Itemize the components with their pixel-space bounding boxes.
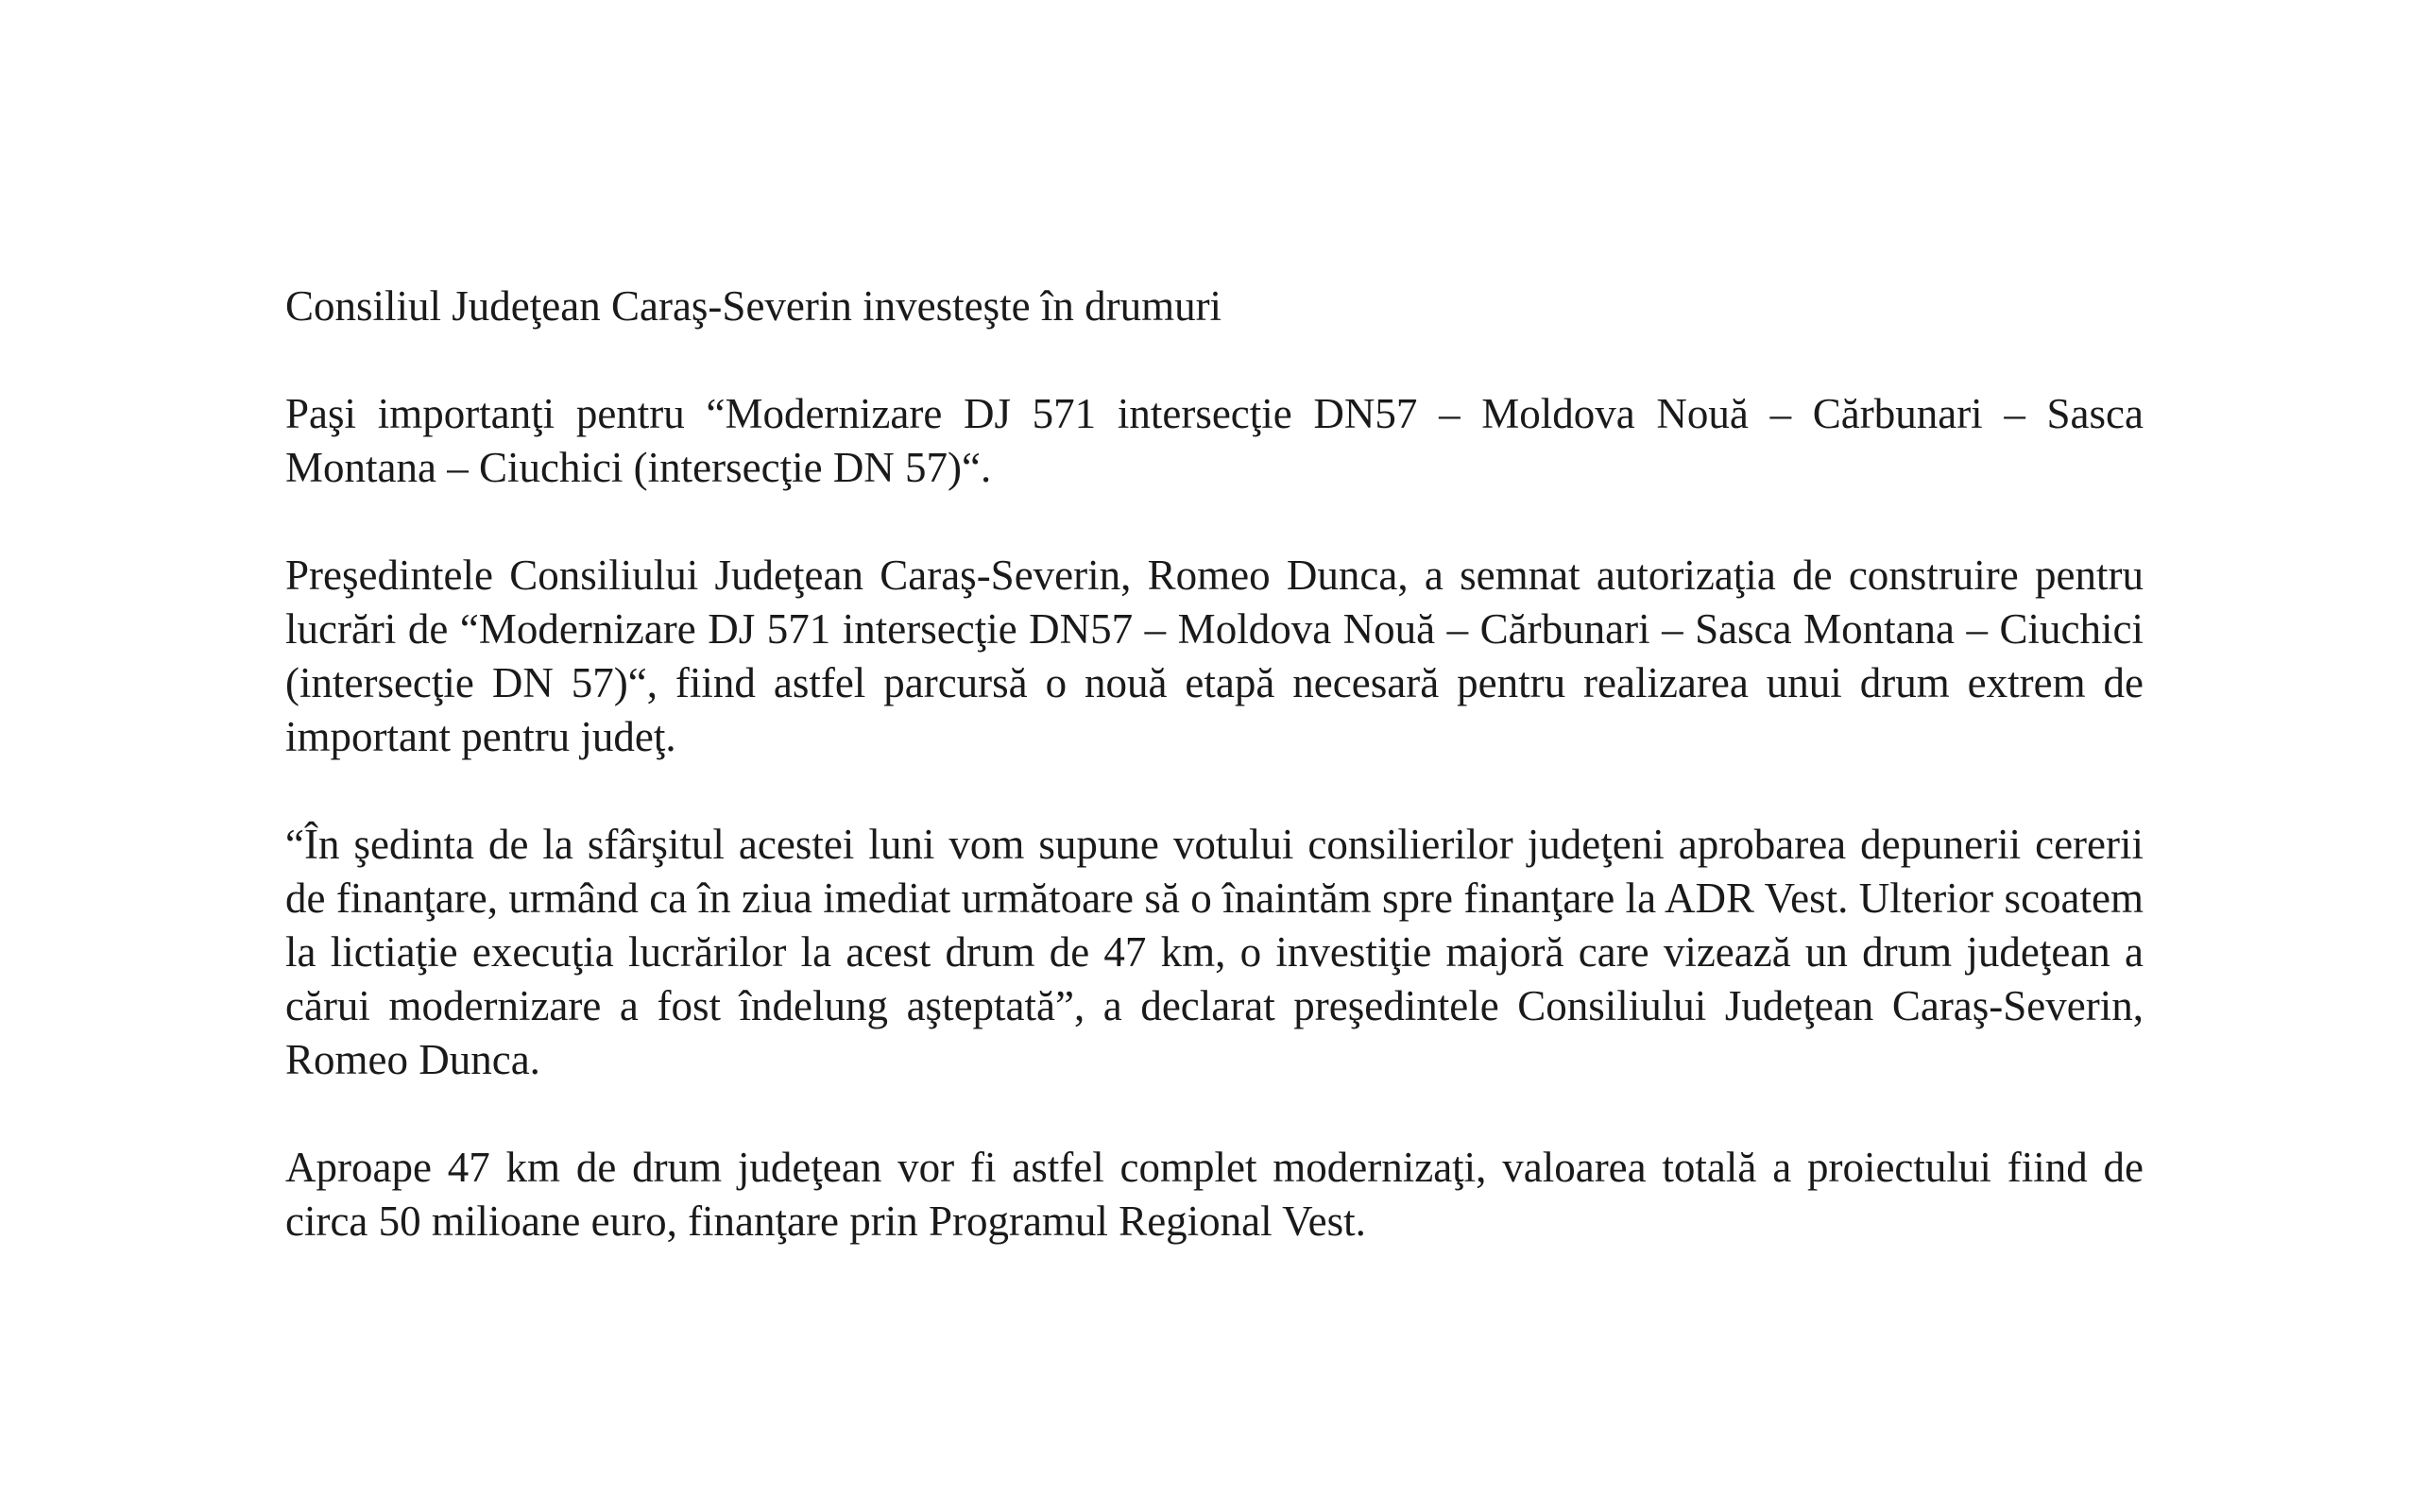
paragraph-subtitle: Paşi importanţi pentru “Modernizare DJ 571 intersecţie DN57 – Moldova Nouă – Cărbunari – Sasca Montana – Ciuchici (intersecţie DN 57)“. bbox=[285, 390, 2144, 491]
paragraph-quote: “În şedinta de la sfârşitul acestei luni vom supune votului consilierilor judeţeni aprobarea depunerii cererii de finanţare, urmând ca în ziua imediat următoare să o înaintăm spre finanţare la ADR Vest. Ulterior scoatem la lictiaţie execuţia lucrărilor la acest drum de 47 km, o investiţie majoră care vizează un drum judeţean a cărui modernizare a fost îndelung aşteptată”, a declarat preşedintele Consiliului Judeţean Caraş-Severin, Romeo Dunca. bbox=[285, 821, 2144, 1083]
paragraph-authorization: Preşedintele Consiliului Judeţean Caraş-Severin, Romeo Dunca, a semnat autorizaţia de construire pentru lucrări de “Modernizare DJ 571 intersecţie DN57 – Moldova Nouă – Cărbunari – Sasca Montana – Ciuchici (intersecţie DN 57)“, fiind astfel parcursă o nouă etapă necesară pentru realizarea unui drum extrem de important pentru judeţ. bbox=[285, 552, 2144, 760]
document-title: Consiliul Judeţean Caraş-Severin investeşte în drumuri bbox=[285, 282, 1222, 330]
document-body bbox=[285, 280, 2144, 1302]
paragraph-funding: Aproape 47 km de drum judeţean vor fi astfel complet modernizaţi, valoarea totală a proiectului fiind de circa 50 milioane euro, finanţare prin Programul Regional Vest. bbox=[285, 1144, 2144, 1245]
